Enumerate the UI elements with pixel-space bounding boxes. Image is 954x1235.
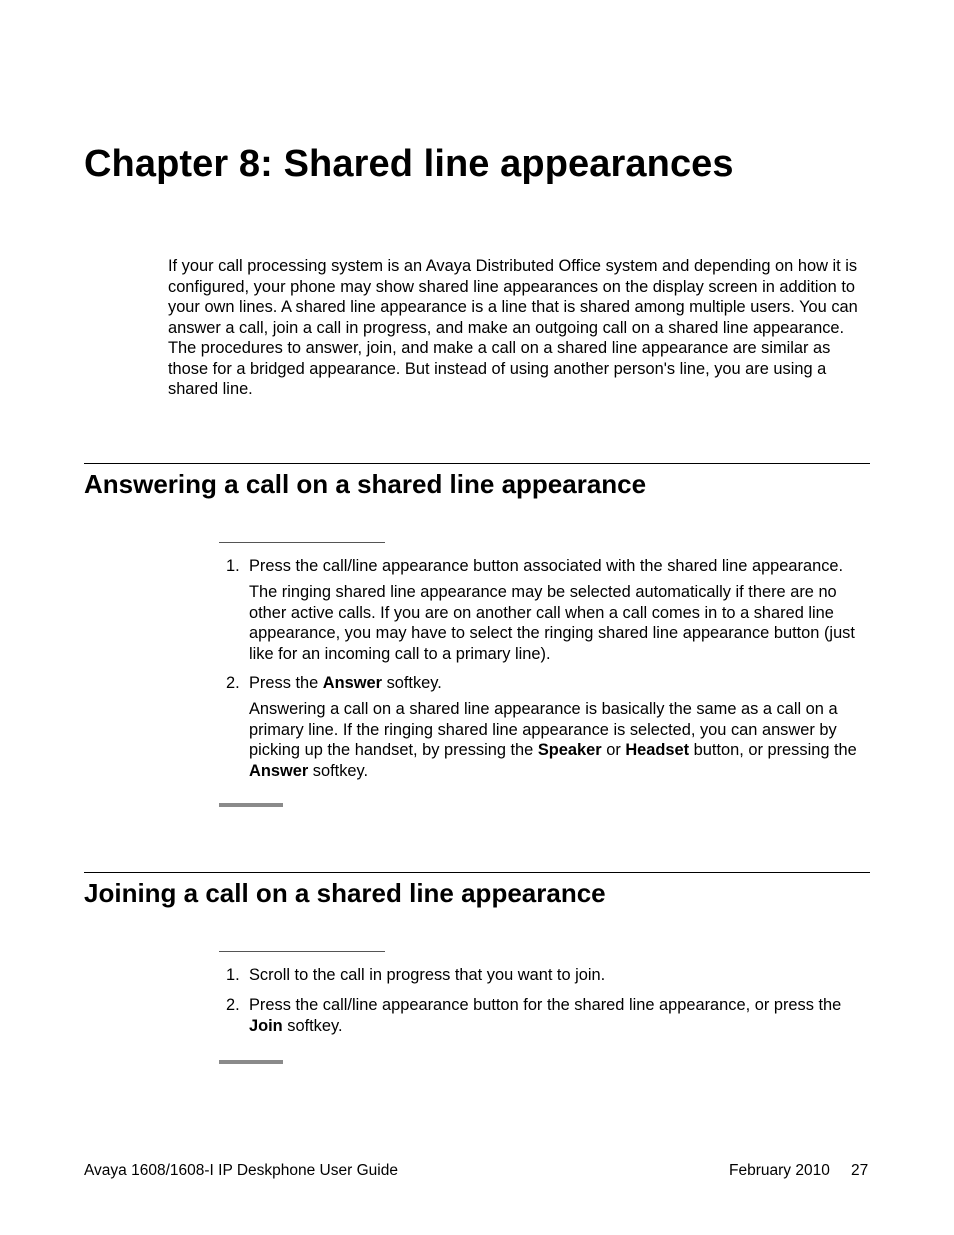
- step-detail-part: softkey.: [308, 761, 369, 780]
- section-rule: [84, 463, 870, 464]
- procedure-end-rule: [219, 1060, 283, 1064]
- procedure-end-rule: [219, 803, 283, 807]
- softkey-name: Answer: [322, 674, 383, 692]
- step-text-part: Press the: [249, 674, 323, 692]
- step-detail: [249, 699, 871, 781]
- step-text: [249, 995, 871, 1036]
- section-title-answering: Answering a call on a shared line appearance: [84, 469, 647, 499]
- section-rule: [84, 872, 870, 873]
- step-detail-part: button, or pressing the: [689, 741, 857, 759]
- procedure-start-rule: [219, 542, 385, 543]
- step-number: 2.: [226, 996, 240, 1014]
- step-detail: The ringing shared line appearance may be selected automatically if there are no other active calls. If you are on another call when a call comes in to a shared line appearance, you may have to select the ringing shared line appearance button (just like for an incoming call to a primary line).: [249, 583, 855, 663]
- step-number: 1.: [226, 557, 240, 575]
- softkey-name: Join: [249, 1016, 283, 1035]
- step-detail-part: or: [601, 741, 626, 759]
- step-number: 2.: [226, 674, 240, 692]
- footer-date: February 2010: [729, 1162, 830, 1179]
- section-title-joining: Joining a call on a shared line appearance: [84, 878, 606, 908]
- footer-page-number: 27: [851, 1162, 869, 1179]
- procedure-start-rule: [219, 951, 385, 952]
- chapter-intro: If your call processing system is an Avaya Distributed Office system and depending on how it is configured, your phone may show shared line appearances on the display screen in addition to your own lines. A shared line appearance is a line that is shared among multiple users. You can answer a call, join a call in progress, and make an outgoing call on a shared line appearance. The procedures to answer, join, and make a call on a shared line appearance are similar as those for a bridged appearance. But instead of using another person's line, you are using a shared line.: [168, 257, 858, 398]
- step-number: 1.: [226, 966, 240, 984]
- step-text: Scroll to the call in progress that you want to join.: [249, 966, 606, 984]
- button-name: Headset: [625, 741, 690, 759]
- step-text: Press the call/line appearance button associated with the shared line appearance.: [249, 557, 844, 575]
- step-text-part: softkey.: [382, 674, 442, 692]
- step-text: [249, 673, 871, 694]
- footer-guide-title: Avaya 1608/1608-I IP Deskphone User Guide: [84, 1162, 398, 1179]
- button-name: Speaker: [537, 741, 602, 759]
- step-text-part: Press the call/line appearance button for the shared line appearance, or press the: [249, 996, 842, 1014]
- step-text-part: softkey.: [282, 1016, 343, 1035]
- chapter-title: Chapter 8: Shared line appearances: [84, 143, 734, 185]
- softkey-name: Answer: [249, 761, 309, 780]
- step-detail-part: Answering a call on a shared line appearance is basically the same as a call on a primary line. If the ringing shared line appearance is selected, you can answer by picking up the handset, by pressing the: [249, 700, 838, 759]
